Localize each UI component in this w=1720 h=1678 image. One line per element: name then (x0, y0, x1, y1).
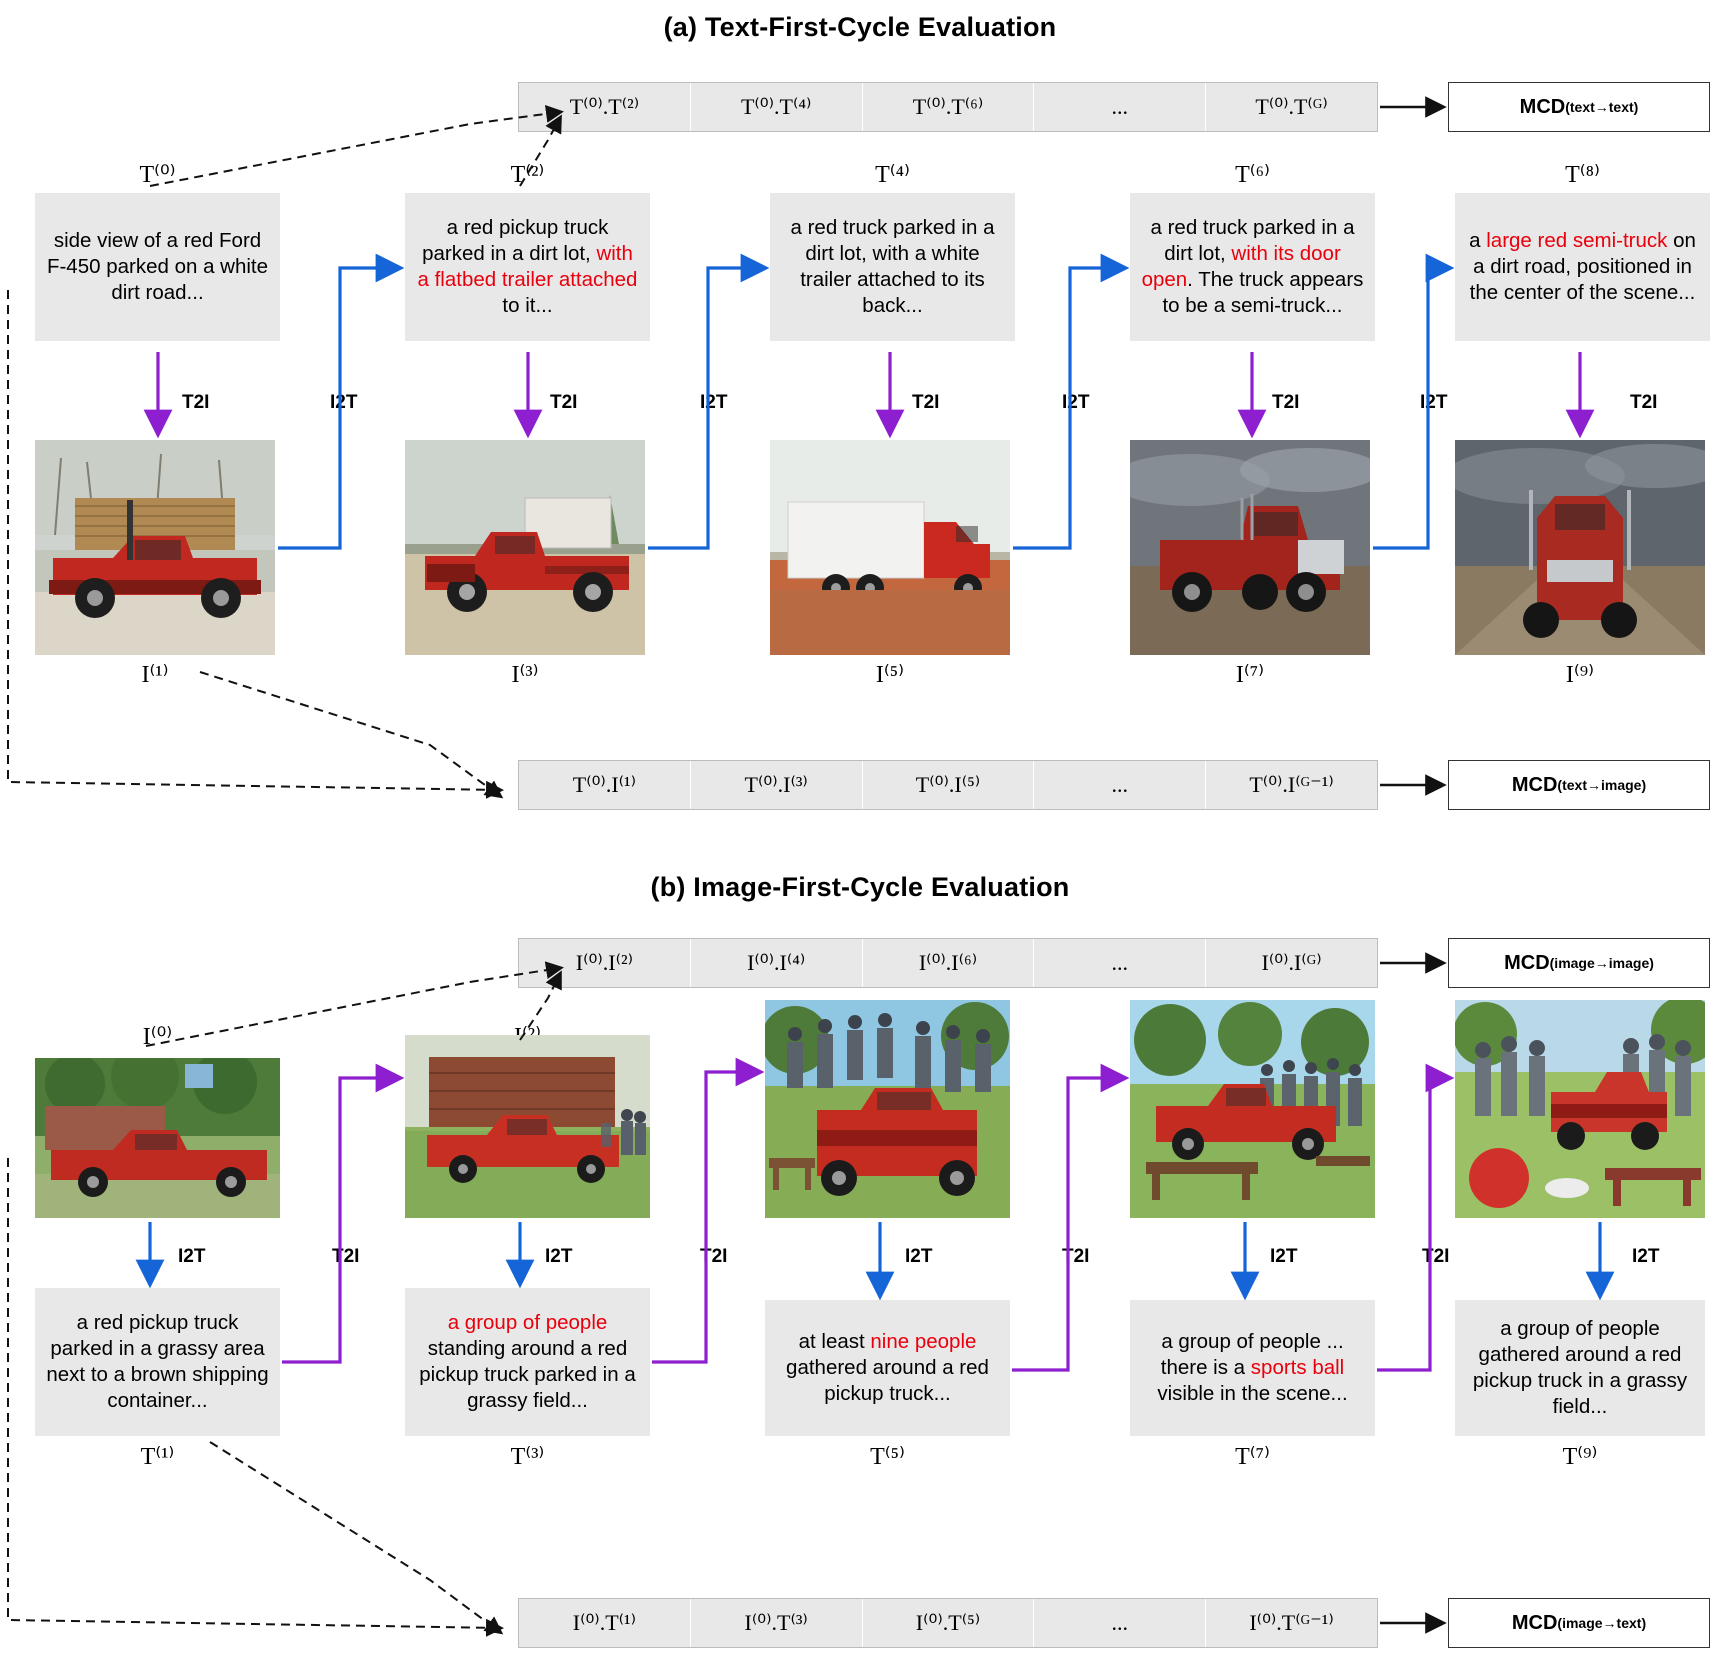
text-box-T8: a large red semi-truck on a dirt road, positioned in the center of the scene... (1455, 193, 1710, 341)
label-I3: I⁽³⁾ (511, 662, 539, 688)
arrow-caption-i2t: I2T (1270, 1246, 1298, 1267)
text-box-T3: a group of people standing around a red pickup truck parked in a grassy field... (405, 1288, 650, 1436)
label-T7: T⁽⁷⁾ (1235, 1444, 1270, 1470)
strip-cell: I⁽⁰⁾.I⁽ᴳ⁾ (1206, 939, 1377, 987)
generated-image-I6 (765, 1000, 1010, 1218)
text-box-T4: a red truck parked in a dirt lot, with a white trailer attached to its back... (770, 193, 1015, 341)
mcd-image-to-text (1448, 1598, 1710, 1648)
arrow-caption-i2t: I2T (700, 392, 728, 413)
arrow-caption-t2i: T2I (182, 392, 210, 413)
strip-cell: T⁽⁰⁾.T⁽⁴⁾ (691, 83, 863, 131)
arrow-caption-t2i: T2I (1630, 392, 1658, 413)
arrow-caption-i2t: I2T (178, 1246, 206, 1267)
strip-cell: I⁽⁰⁾.I⁽²⁾ (519, 939, 691, 987)
text-box-T0: side view of a red Ford F-450 parked on a white dirt road... (35, 193, 280, 341)
label-I5: I⁽⁵⁾ (875, 662, 905, 688)
label-T2: T⁽²⁾ (510, 162, 545, 188)
mcd-label: MCD (1519, 95, 1566, 118)
strip-cell: I⁽⁰⁾.T⁽⁵⁾ (863, 1599, 1035, 1647)
label-I0: I⁽⁰⁾ (142, 1024, 173, 1050)
arrow-caption-t2i: T2I (550, 392, 578, 413)
strip-cell: I⁽⁰⁾.T⁽ᴳ⁻¹⁾ (1206, 1599, 1377, 1647)
arrow-caption-i2t: I2T (1062, 392, 1090, 413)
strip-cell: T⁽⁰⁾.I⁽³⁾ (691, 761, 863, 809)
strip-b-top (518, 938, 1378, 988)
arrow-caption-t2i: T2I (1062, 1246, 1090, 1267)
label-I1: I⁽¹⁾ (141, 662, 169, 688)
strip-cell: T⁽⁰⁾.T⁽⁶⁾ (863, 83, 1035, 131)
mcd-text-to-image (1448, 760, 1710, 810)
strip-cell: T⁽⁰⁾.T⁽²⁾ (519, 83, 691, 131)
generated-image-I2 (405, 1035, 650, 1218)
text-box-T1: a red pickup truck parked in a grassy area next to a brown shipping container... (35, 1288, 280, 1436)
strip-cell: ... (1034, 1599, 1206, 1647)
generated-image-I7 (1130, 440, 1370, 655)
label-T8: T⁽⁸⁾ (1565, 162, 1600, 188)
text-box-T5: at least nine people gathered around a red pickup truck... (765, 1300, 1010, 1436)
strip-cell: I⁽⁰⁾.I⁽⁴⁾ (691, 939, 863, 987)
text-box-T7: a group of people ... there is a sports ball visible in the scene... (1130, 1300, 1375, 1436)
label-T4: T⁽⁴⁾ (875, 162, 910, 188)
generated-image-I5 (770, 440, 1010, 655)
label-T0: T⁽⁰⁾ (139, 162, 176, 188)
strip-a-bottom (518, 760, 1378, 810)
generated-image-I3 (405, 440, 645, 655)
arrow-caption-t2i: T2I (912, 392, 940, 413)
generated-image-I10 (1455, 1000, 1705, 1218)
arrow-caption-t2i: T2I (332, 1246, 360, 1267)
arrow-caption-i2t: I2T (1420, 392, 1448, 413)
arrow-caption-t2i: T2I (1272, 392, 1300, 413)
mcd-label: MCD (1504, 951, 1550, 974)
strip-cell: T⁽⁰⁾.T⁽ᴳ⁾ (1206, 83, 1377, 131)
arrow-caption-i2t: I2T (905, 1246, 933, 1267)
mcd-image-to-image (1448, 938, 1710, 988)
generated-image-I1 (35, 440, 275, 655)
section-a-title: (a) Text-First-Cycle Evaluation (663, 12, 1057, 42)
text-box-T2: a red pickup truck parked in a dirt lot, with a flatbed trailer attached to it... (405, 193, 650, 341)
strip-cell: ... (1034, 83, 1206, 131)
strip-cell: ... (1034, 939, 1206, 987)
mcd-label: MCD (1511, 1611, 1558, 1634)
mcd-sublabel: (text→text) (1565, 99, 1639, 115)
arrow-caption-t2i: T2I (1422, 1246, 1450, 1267)
label-T6: T⁽⁶⁾ (1235, 162, 1270, 188)
strip-cell: I⁽⁰⁾.T⁽¹⁾ (519, 1599, 691, 1647)
mcd-sublabel: (image→text) (1557, 1615, 1647, 1631)
label-T3: T⁽³⁾ (510, 1444, 545, 1470)
strip-cell: T⁽⁰⁾.I⁽⁵⁾ (863, 761, 1035, 809)
label-I7: I⁽⁷⁾ (1235, 662, 1265, 688)
arrow-caption-i2t: I2T (545, 1246, 573, 1267)
generated-image-I8 (1130, 1000, 1375, 1218)
section-b-title: (b) Image-First-Cycle Evaluation (650, 872, 1070, 902)
source-image-I0 (35, 1058, 280, 1218)
mcd-sublabel: (text→image) (1557, 777, 1647, 793)
strip-cell: T⁽⁰⁾.I⁽¹⁾ (519, 761, 691, 809)
label-I9: I⁽⁹⁾ (1565, 662, 1595, 688)
generated-image-I9 (1455, 440, 1705, 655)
strip-cell: I⁽⁰⁾.I⁽⁶⁾ (863, 939, 1035, 987)
strip-b-bottom (518, 1598, 1378, 1648)
strip-cell: I⁽⁰⁾.T⁽³⁾ (691, 1599, 863, 1647)
strip-a-top (518, 82, 1378, 132)
label-T9: T⁽⁹⁾ (1562, 1444, 1598, 1470)
text-box-T9: a group of people gathered around a red pickup truck in a grassy field... (1455, 1300, 1705, 1436)
strip-cell: ... (1034, 761, 1206, 809)
label-T5: T⁽⁵⁾ (870, 1444, 905, 1470)
arrow-caption-i2t: I2T (330, 392, 358, 413)
mcd-label: MCD (1511, 773, 1558, 796)
strip-cell: T⁽⁰⁾.I⁽ᴳ⁻¹⁾ (1206, 761, 1377, 809)
arrow-caption-t2i: T2I (700, 1246, 728, 1267)
mcd-text-to-text (1448, 82, 1710, 132)
mcd-sublabel: (image→image) (1549, 955, 1654, 971)
text-box-T6: a red truck parked in a dirt lot, with its door open. The truck appears to be a semi-truck... (1130, 193, 1375, 341)
label-T1: T⁽¹⁾ (140, 1444, 175, 1470)
arrow-caption-i2t: I2T (1632, 1246, 1660, 1267)
